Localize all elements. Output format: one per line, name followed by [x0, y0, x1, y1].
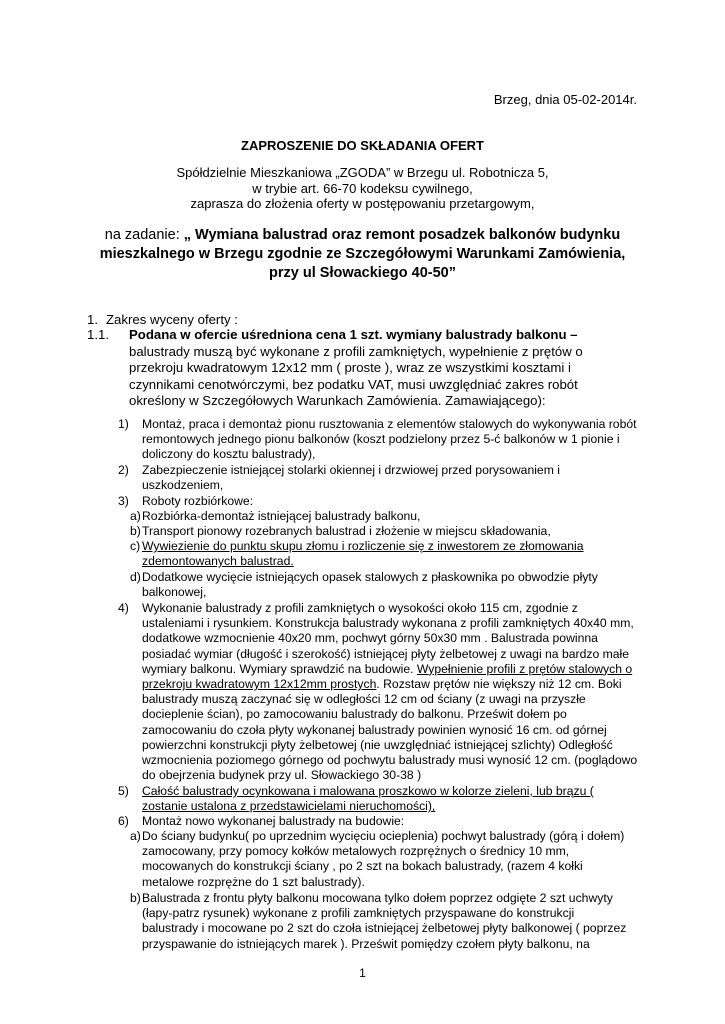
item-line: posiadać wymiar (długość i szerokość) istniejącej płyty żelbetowej z uwagi na bardzo małe — [142, 646, 630, 661]
item-line: uszkodzeniem, — [142, 478, 224, 493]
item-line: przyspawanie do istniejących marek ). Prześwit pomiędzy czołem płyty balkonu, na — [142, 936, 590, 951]
item-line: Balustrada z frontu płyty balkonu mocowana tylko dołem poprzez odgięte 2 szt uchwyty — [142, 891, 613, 905]
sub-item-text — [142, 891, 640, 952]
item-line: ustaleniami i rysunkiem. Konstrukcja balustrady wykonana z profili zamkniętych 40x40 mm, — [142, 616, 634, 631]
item-text-part: wymiary balkonu. Wymiary sprawdzić na budowie. — [142, 661, 417, 676]
item-line: Wywiezienie do punktu skupu złomu i rozliczenie się z inwestorem ze złomowania — [142, 539, 584, 553]
item-line: dodatkowe wzmocnienie 40x20 mm, pochwyt górny 50x30 mm . Balustrada powinna — [142, 631, 598, 646]
intro-line: Spółdzielnie Mieszkaniowa „ZGODA” w Brzegu ul. Robotnicza 5, — [176, 165, 549, 180]
item-number: 5) — [118, 784, 129, 798]
item-number: 6) — [118, 814, 129, 828]
sub-item-letter: b) — [130, 891, 141, 905]
sub-item — [118, 891, 640, 952]
page-number: 1 — [359, 966, 366, 980]
item-line: docieplenie ścian), po zamocowaniu balustrady do balkonu. Prześwit dołem po — [142, 707, 567, 722]
section-bold-text: Podana w ofercie uśredniona cena 1 szt. wymiany balustrady balkonu — [129, 327, 567, 342]
sub-item-letter: c) — [130, 539, 141, 553]
list-item — [118, 814, 640, 829]
intro-line: zaprasza do złożenia oferty w postępowaniu przetargowym, — [190, 196, 535, 211]
intro-paragraph — [0, 165, 725, 212]
task-title-line: „ Wymiana balustrad oraz remont posadzek balkonów budynku — [183, 227, 621, 243]
section-line — [129, 327, 647, 344]
item-line: Dodatkowe wycięcie istniejących opasek stalowych z płaskownika po obwodzie płyty — [142, 570, 598, 584]
item-line: balkonowej, — [142, 585, 207, 600]
item-number: 2) — [118, 463, 129, 477]
item-line: balustrady i mocowane po 2 szt do czoła istniejącej żelbetowej płyty balkonowej ( poprzez — [142, 921, 627, 936]
section-body — [129, 327, 647, 410]
section-line: przekroju kwadratowym 12x12 mm ( proste ), wraz ze wszystkimi kosztami i — [129, 360, 571, 375]
task-line — [80, 245, 645, 264]
section-line: czynnikami cenotwórczymi, bez podatku VAT, musi uwzględniać zakres robót — [129, 376, 578, 392]
task-title-line: mieszkalnego w Brzegu zgodnie ze Szczegółowymi Warunkami Zamówienia, — [99, 246, 626, 262]
section-label: Zakres wyceny oferty : — [106, 312, 238, 327]
item-text — [142, 601, 640, 783]
section-line: określony w Szczegółowych Warunkach Zamówienia. Zamawiającego): — [129, 393, 546, 408]
item-number: 4) — [118, 601, 129, 615]
section-1-1 — [87, 327, 647, 410]
task-description — [80, 226, 645, 283]
document-date: Brzeg, dnia 05-02-2014r. — [493, 92, 637, 107]
sub-item-text: Rozbiórka-demontaż istniejącej balustrady balkonu, — [142, 509, 421, 523]
sub-item-text — [142, 570, 640, 600]
item-text-part: . Rozstaw prętów nie większy niż 12 cm. Boki — [376, 677, 622, 692]
section-number: 1. — [87, 312, 98, 327]
item-number: 1) — [118, 417, 129, 431]
item-text — [142, 417, 640, 463]
sub-item-letter: a) — [130, 509, 141, 523]
section-number: 1.1. — [87, 327, 109, 342]
item-line: Zabezpieczenie istniejącej stolarki okiennej i drzwiowej przed porysowaniem i — [142, 463, 560, 477]
sub-item-letter: d) — [130, 570, 141, 584]
list-item — [118, 417, 640, 463]
sub-item — [118, 570, 640, 600]
sub-item-letter: b) — [130, 524, 141, 538]
item-text-underlined: Wypełnienie profili z prętów stalowych o — [416, 661, 633, 676]
item-line: doliczony do kosztu balustrady), — [142, 447, 316, 462]
item-line: do obejrzenia budynek przy ul. Słowackiego 30-38 ) — [142, 768, 422, 783]
item-line: remontowych jednego pionu balkonów (koszt podzielony przez 5-ć balkonów w 1 pionie i — [142, 432, 620, 447]
sub-item — [118, 539, 640, 569]
sub-item-text: Transport pionowy rozebranych balustrad i złożenie w miejscu składowania, — [142, 524, 551, 538]
item-line: wzmocnienia poziomego górnego od pochwytu balustrady musi wynosić 12 cm. (poglądowo — [142, 753, 638, 768]
item-line: Całość balustrady ocynkowana i malowana proszkowo w kolorze zieleni, lub brązu ( — [142, 784, 594, 798]
sub-item-text — [142, 829, 640, 890]
list-item — [118, 494, 640, 509]
task-line — [80, 226, 645, 245]
document-title: ZAPROSZENIE DO SKŁADANIA OFERT — [241, 138, 484, 153]
sub-item — [118, 509, 640, 524]
list-item — [118, 463, 640, 493]
item-line: mocowanych do konstrukcji ściany , po 2 szt na bokach balustrady, (razem 4 kołki — [142, 859, 583, 874]
list-item — [118, 784, 640, 814]
section-line: balustrady muszą być wykonane z profili zamkniętych, wypełnienie z prętów o — [129, 343, 583, 359]
item-line: Wykonanie balustrady z profili zamkniętych o wysokości około 115 cm, zgodnie z — [142, 601, 578, 615]
item-line: zostanie ustalona z przedstawicielami nieruchomości), — [142, 799, 436, 814]
sub-item-letter: a) — [130, 829, 141, 843]
item-line: balustrady muszą zaczynać się w odległości 12 cm od ściany (z uwagi na przyszłe — [142, 692, 586, 707]
item-text — [142, 784, 640, 814]
task-title-line: przy ul Słowackiego 40-50” — [269, 265, 456, 281]
sub-item — [118, 524, 640, 539]
item-number: 3) — [118, 494, 129, 508]
intro-line: w trybie art. 66-70 kodeksu cywilnego, — [252, 180, 473, 196]
item-text-underlined: przekroju kwadratowym 12x12mm prostych — [142, 677, 377, 692]
item-line: zamocowany, przy pomocy kołków metalowych rozprężnych o średnicy 10 mm, — [142, 844, 570, 859]
sub-item-text — [142, 539, 640, 569]
item-line: Montaż, praca i demontaż pionu rusztowania z elementów stalowych do wykonywania robót — [142, 417, 637, 431]
sub-item — [118, 829, 640, 890]
item-line — [142, 662, 640, 677]
item-text: Montaż nowo wykonanej balustrady na budowie: — [142, 814, 405, 828]
list-item — [118, 601, 640, 783]
task-prefix: na zadanie: — [104, 227, 184, 243]
task-line — [80, 264, 645, 283]
item-line: zdemontowanych balustrad. — [142, 554, 294, 569]
item-line — [142, 677, 640, 692]
item-text — [142, 463, 640, 493]
item-text: Roboty rozbiórkowe: — [142, 494, 254, 508]
item-line: (łapy-patrz rysunek) wykonane z profili zamkniętych przyspawane do konstrukcji — [142, 906, 575, 921]
item-line: zamocowaniu do czoła płyty wykonanej balustrady powinien wynosić 16 cm. od górnej — [142, 722, 607, 737]
item-line: Do ściany budynku( po uprzednim wycięciu ocieplenia) pochwyt balustrady (górą i dołem) — [142, 829, 625, 843]
section-dash: – — [566, 327, 578, 342]
item-line: metalowe rozprężne do 1 szt balustrady). — [142, 874, 365, 889]
item-line: powierzchni konstrukcji płyty żelbetowej (nie uwzględniać istniejącej szlichty) Odległość — [142, 737, 613, 752]
